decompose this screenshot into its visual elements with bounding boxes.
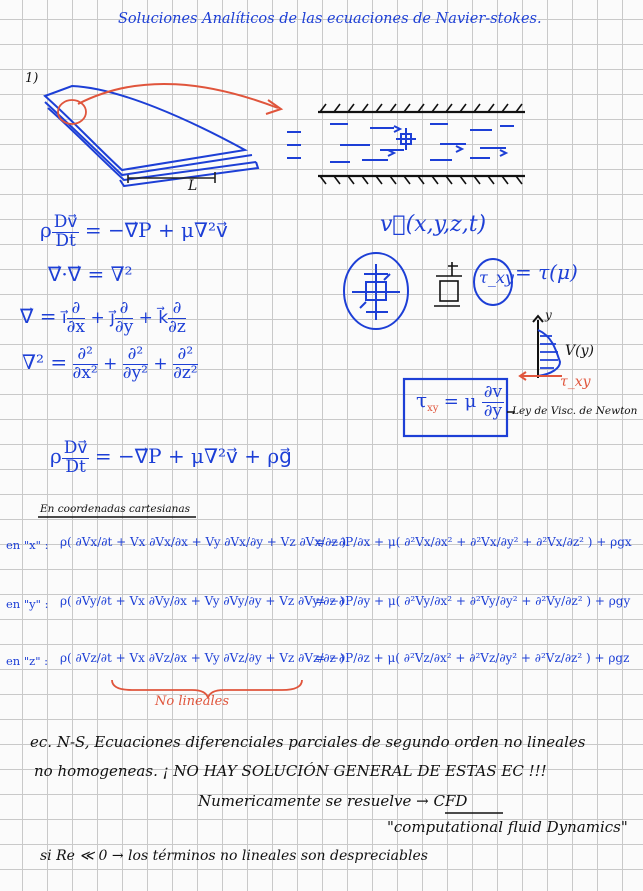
momentum-gravity-equation: ρ $\frac{Dv⃗}{Dt}$ = −∇⃗P + μ∇²v⃗ + ρg⃗ — [50, 438, 292, 477]
tau-label: τ_xy — [479, 268, 514, 287]
shear-label: τ_xy — [560, 374, 591, 390]
tau-mu-label: = τ(μ) — [515, 260, 578, 284]
nabla-definition: ∇⃗ = i⃗ $\frac{\partial}{\partial x}$ + j⃗ $\frac{\partial}{\partial y}$ + k⃗ $\frac{\partial}{\partial z}$ — [20, 298, 186, 337]
zoom-arrow — [78, 84, 278, 108]
velocity-field-label: v⃗(x,y,z,t) — [380, 212, 487, 237]
newton-law-caption: Ley de Visc. de Newton — [512, 405, 638, 417]
notes-line-2: no homogeneas. ¡ NO HAY SOLUCIÓN GENERAL DE ESTAS EC !!! — [34, 762, 547, 780]
velocity-profile-sketch — [520, 316, 562, 380]
z-eq-lhs: ρ( ∂Vz/∂t + Vx ∂Vz/∂x + Vy ∂Vz/∂y + Vz ∂Vz/∂z ) — [60, 651, 345, 665]
x-eq-rhs: = −∂P/∂x + μ( ∂²Vx/∂x² + ∂²Vx/∂y² + ∂²Vx/∂z² ) + ρgx — [315, 535, 632, 549]
z-eq-rhs: = −∂P/∂z + μ( ∂²Vz/∂x² + ∂²Vz/∂y² + ∂²Vz/∂z² ) + ρgz — [315, 651, 630, 665]
problem-number: 1) — [25, 71, 39, 86]
notes-line-3: Numericamente se resuelve → CFD — [198, 792, 468, 810]
channel-flow-sketch — [287, 104, 525, 184]
cartesian-heading: En coordenadas cartesianas — [40, 503, 190, 515]
page-title: Soluciones Analíticos de las ecuaciones de Navier-stokes. — [118, 11, 542, 27]
stress-element-sketch — [434, 262, 462, 306]
newton-law: $\tau_{xy} = \mu$ $\frac{\partial v}{\partial y}$ — [416, 382, 503, 421]
notes-line-5: si Re ≪ 0 → los términos no lineales son despreciables — [40, 848, 428, 864]
y-eq-label: en "y" : — [6, 597, 49, 611]
nabla-dot-equation: ∇⃗·∇⃗ = ∇² — [48, 262, 133, 286]
z-eq-label: en "z" : — [6, 654, 49, 668]
length-label: L — [188, 178, 198, 194]
y-eq-lhs: ρ( ∂Vy/∂t + Vx ∂Vy/∂x + Vy ∂Vy/∂y + Vz ∂Vy/∂z ) — [60, 594, 345, 608]
profile-label: V(y) — [565, 343, 594, 359]
y-eq-rhs: = −∂P/∂y + μ( ∂²Vy/∂x² + ∂²Vy/∂y² + ∂²Vy/∂z² ) + ρgy — [315, 594, 631, 608]
x-eq-label: en "x" : — [6, 538, 49, 552]
momentum-equation: ρ $\frac{Dv⃗}{Dt}$ = −∇⃗P + μ∇²v⃗ — [40, 212, 228, 251]
notes-line-1: ec. N-S, Ecuaciones diferenciales parciales de segundo orden no lineales — [30, 733, 586, 751]
laplacian-definition: ∇² = $\frac{\text{∂²}}{\text{∂x²}}$ + $\frac{\text{∂²}}{\text{∂y²}}$ + $\frac{\text{∂²}}{\text{∂z²}}$ — [22, 344, 198, 383]
nonlinear-label: No lineales — [155, 694, 229, 709]
fluid-element-sketch — [344, 253, 408, 329]
notes-line-4: "computational fluid Dynamics" — [387, 818, 628, 836]
x-eq-lhs: ρ( ∂Vx/∂t + Vx ∂Vx/∂x + Vy ∂Vx/∂y + Vz ∂Vx/∂z ) — [60, 535, 347, 549]
y-axis-label: y — [545, 308, 552, 322]
